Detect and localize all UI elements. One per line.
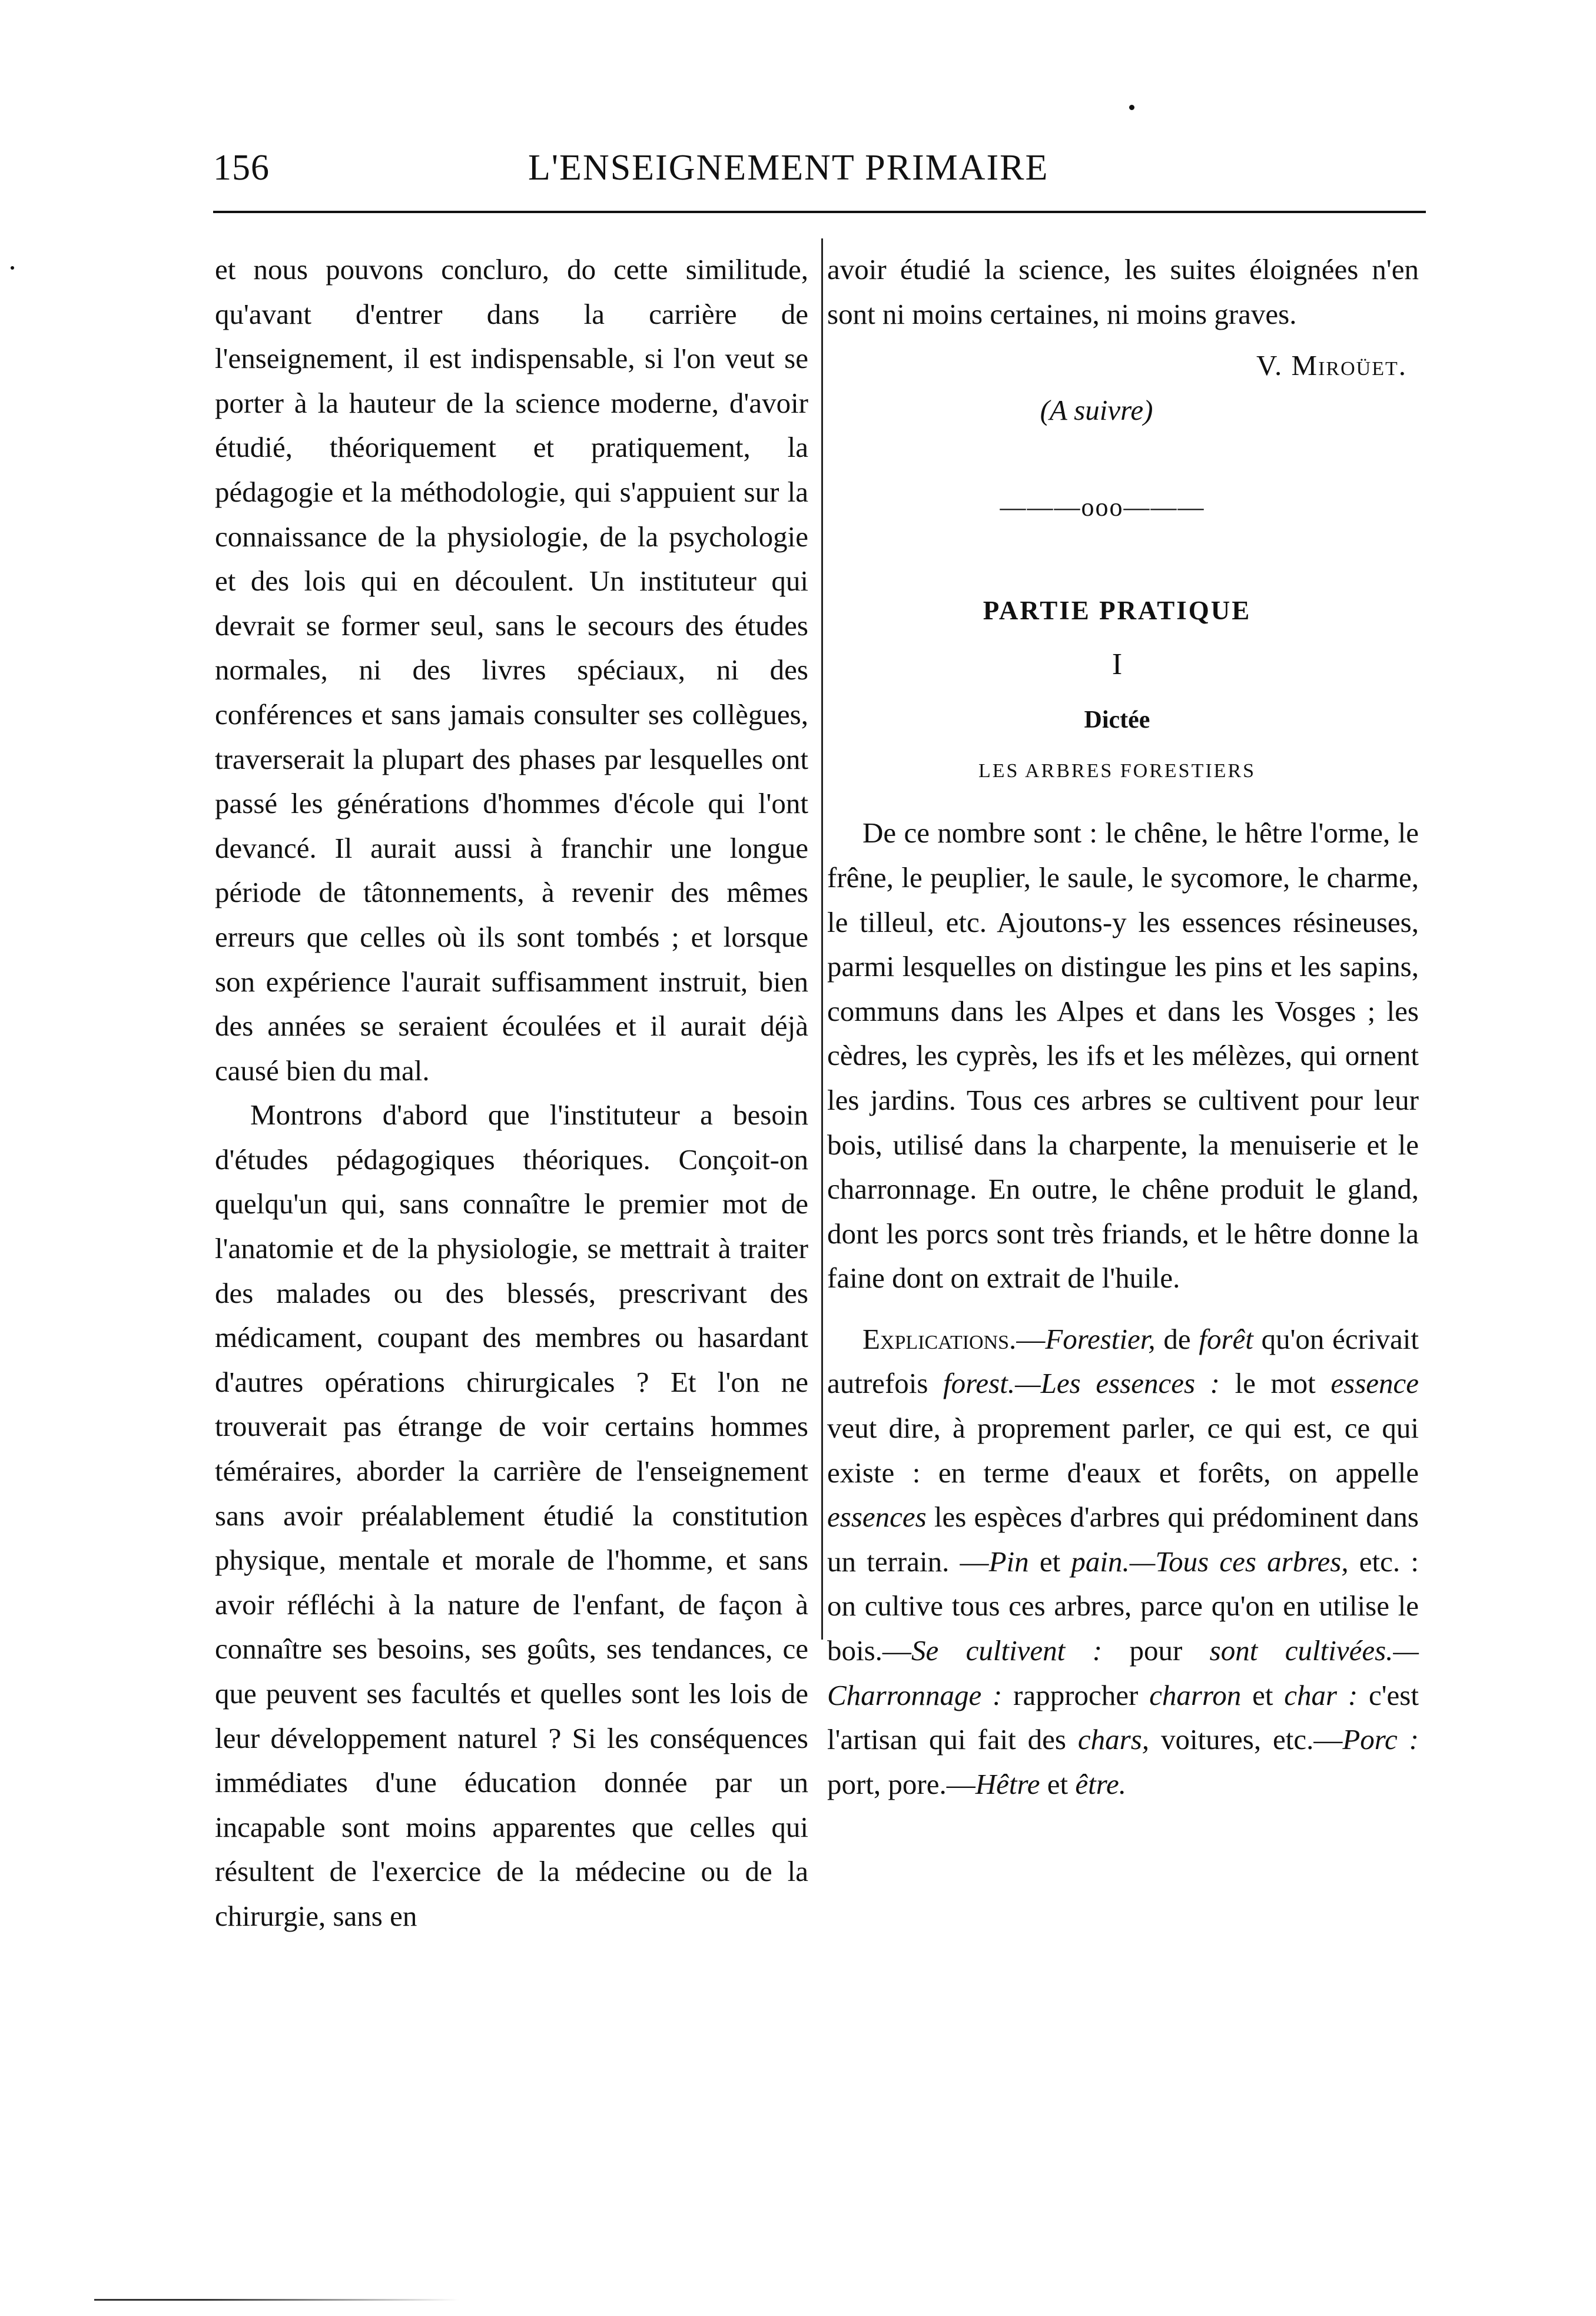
- text-segment: veut dire, à proprement parler, ce qui est, ce qui existe : en terme d'eaux et forêts, on appelle: [827, 1412, 1419, 1489]
- exercise-label: Dictée: [1084, 706, 1150, 734]
- author-signature: V. Miroüet.: [1256, 349, 1407, 382]
- body-paragraph: et nous pouvons concluro, do cette similitude, qu'avant d'entrer dans la carrière de l'enseignement, il est indispensable, si l'on veut se porter à la hauteur de la science moderne, d'avoir étudié, théoriquement et pratiquement, la pédagogie et la méthodologie, qui s'appuient sur la connaissance de la physiologie, de la psychologie et des lois qui en découlent. Un instituteur qui devrait se former seul, sans le secours des études normales, ni des livres spéciaux, ni des conférences et sans jamais consulter ses collègues, traverserait la plupart des phases par lesquelles ont passé les générations d'hommes d'école qui l'ont devancé. Il aurait aussi à franchir une longue période de tâtonnements, à revenir des mêmes erreurs que celles où ils sont tombés ; et lorsque son expérience l'aurait suffisamment instruit, bien des années se seraient écoulées et il aurait déjà causé bien du mal.: [215, 253, 808, 1087]
- explanations-paragraph: [827, 1317, 1419, 1807]
- italic-term: essence: [1330, 1367, 1419, 1400]
- right-column: [827, 247, 1419, 1806]
- text-segment: de: [1155, 1322, 1199, 1355]
- italic-term: charron: [1149, 1678, 1242, 1711]
- text-segment: voitures, etc.—: [1149, 1723, 1343, 1756]
- text-segment: c'est l'artisan qui fait des: [827, 1678, 1419, 1756]
- to-be-continued-note: (A suivre): [1040, 393, 1153, 426]
- running-title: L'ENSEIGNEMENT PRIMAIRE: [528, 148, 1049, 188]
- dictation-text: De ce nombre sont : le chêne, le hêtre l'orme, le frêne, le peuplier, le saule, le sycomore, le charme, le tilleul, etc. Ajoutons-y les essences résineuses, parmi lesquelles on distingue les pins et les sapins, communs dans les Alpes et dans les Vosges ; les cèdres, les cyprès, les ifs et les mélèzes, qui ornent les jardins. Tous ces arbres se cultivent pour leur bois, utilisé dans la charpente, la menuiserie et le charronnage. En outre, le chêne produit le gland, dont les porcs sont très friands, et le hêtre donne la faine dont on extrait de l'huile.: [827, 817, 1419, 1295]
- scan-edge-mark: [94, 2299, 459, 2301]
- italic-term: forest.—Les essences :: [943, 1367, 1220, 1400]
- section-heading: PARTIE PRATIQUE: [983, 595, 1252, 625]
- header-rule: [213, 211, 1426, 213]
- body-paragraph-continuation: avoir étudié la science, les suites éloignées n'en sont ni moins certaines, ni moins graves.: [827, 253, 1419, 330]
- explanations-label: Explications.: [862, 1322, 1017, 1355]
- ink-speck: [1129, 105, 1134, 110]
- text-segment: pour: [1102, 1634, 1210, 1667]
- section-number: I: [1111, 647, 1123, 681]
- italic-term: Se cultivent :: [911, 1634, 1103, 1667]
- italic-term: chars,: [1077, 1723, 1150, 1756]
- section-separator: ———ooo———: [1000, 493, 1205, 522]
- text-segment: port, pore.—: [827, 1767, 975, 1800]
- text-segment: qu'on écrivait autrefois: [827, 1322, 1419, 1400]
- italic-term: Hêtre: [975, 1767, 1040, 1800]
- page-number: 156: [213, 148, 270, 188]
- column-divider: [821, 238, 823, 1640]
- italic-term: char :: [1284, 1678, 1358, 1711]
- body-paragraph: Montrons d'abord que l'instituteur a besoin d'études pédagogiques théoriques. Conçoit-on quelqu'un qui, sans connaître le premier mot de l'anatomie et de la physiologie, se mettrait à traiter des malades ou des blessés, prescrivant des médicament, coupant des membres ou hasardant d'autres opérations chirurgicales ? Et l'on ne trouverait pas étrange de voir certains hommes téméraires, aborder la carrière de l'enseignement sans avoir préalablement étudié la constitution physique, mentale et morale de l'homme, et sans avoir réfléchi à la nature de l'enfant, de façon à connaître ses besoins, ses goûts, ses tendances, ce que peuvent ses facultés et quelles sont les lois de leur développement naturel ? Si les conséquences immédiates d'une éducation donnée par un incapable sont moins apparentes que celles qui résultent de l'exercice de la médecine ou de la chirurgie, sans en: [215, 1099, 808, 1932]
- text-segment: et: [1241, 1678, 1285, 1711]
- text-segment: et: [1040, 1767, 1076, 1800]
- exercise-title: LES ARBRES FORESTIERS: [978, 759, 1256, 782]
- italic-term: essences: [827, 1501, 927, 1534]
- text-segment: le mot: [1219, 1367, 1331, 1400]
- text-segment: les espèces d'arbres qui prédominent dans un terrain. —: [827, 1501, 1419, 1578]
- text-segment: rapprocher: [1002, 1678, 1150, 1711]
- ink-speck: [11, 266, 14, 270]
- italic-term: Porc :: [1342, 1723, 1419, 1756]
- italic-term: forêt: [1199, 1322, 1253, 1355]
- italic-term: Forestier,: [1045, 1322, 1156, 1355]
- text-segment: et: [1028, 1545, 1071, 1578]
- left-column: [215, 247, 808, 1939]
- italic-term: sont cultivées.—Charronnage :: [827, 1634, 1419, 1711]
- italic-term: être.: [1075, 1767, 1126, 1800]
- italic-term: Pin: [988, 1545, 1029, 1578]
- text-segment: —: [1016, 1322, 1046, 1355]
- page-header: [213, 141, 1426, 194]
- text-segment: etc. : on cultive tous ces arbres, parce qu'on en utilise le bois.—: [827, 1545, 1419, 1667]
- italic-term: pain.—Tous ces arbres,: [1071, 1545, 1349, 1578]
